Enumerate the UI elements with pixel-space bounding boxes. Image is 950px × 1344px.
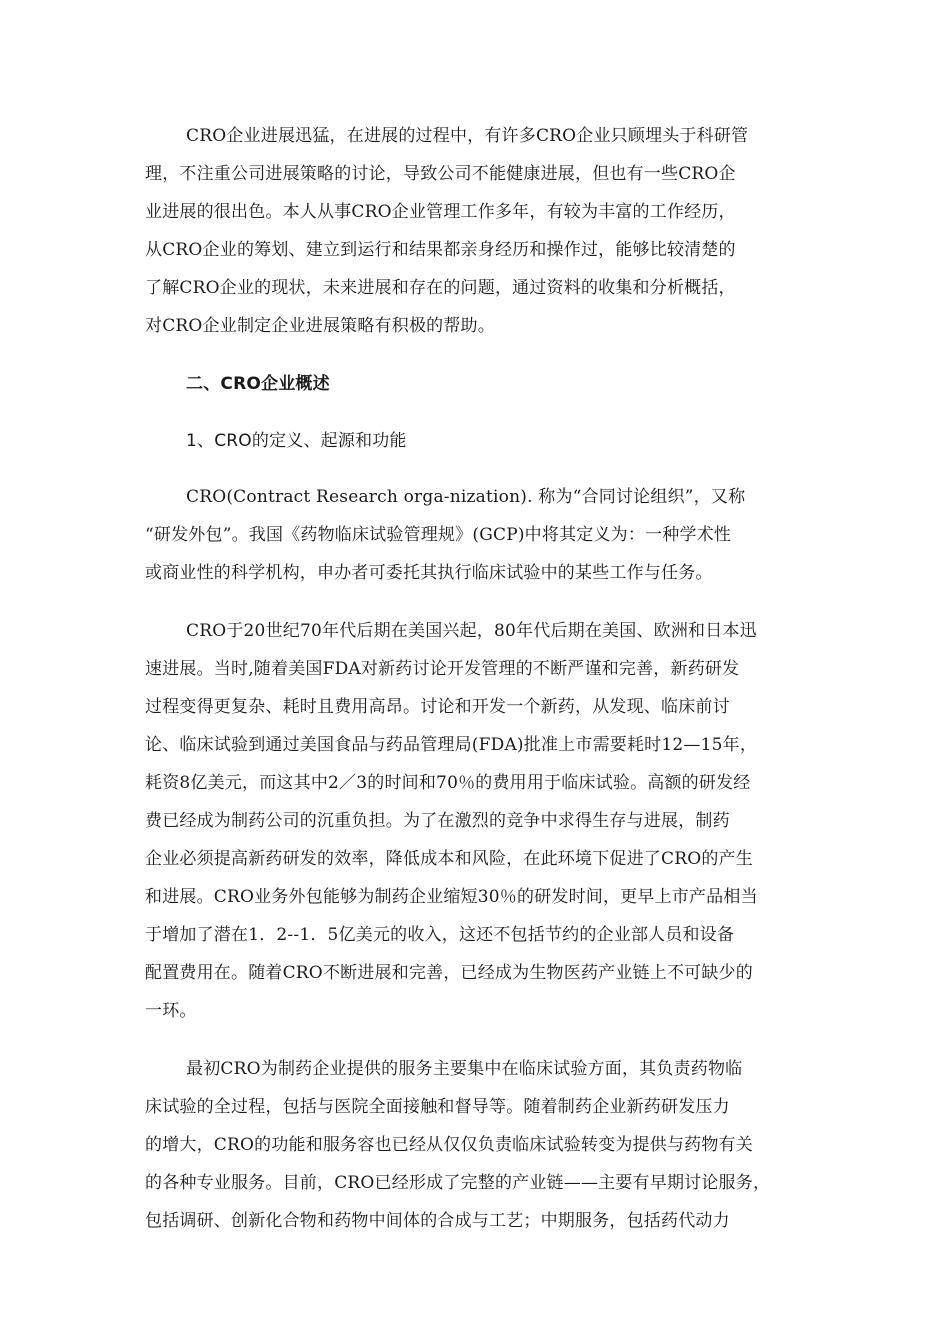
paragraph-line: 论、临床试验到通过美国食品与药品管理局(FDA)批准上市需要耗时12—15年，	[145, 735, 758, 755]
paragraph-line: 速进展。当时,随着美国FDA对新药讨论开发管理的不断严谨和完善，新药研发	[145, 659, 740, 679]
paragraph-line: 过程变得更复杂、耗时且费用高昂。讨论和开发一个新药，从发现、临床前讨	[145, 697, 730, 717]
paragraph-line: 耗资8亿美元，而这其中2／3的时间和70％的费用用于临床试验。高额的研发经	[145, 773, 751, 793]
paragraph-line: 了解CRO企业的现状，未来进展和存在的问题，通过资料的收集和分析概括，	[145, 278, 736, 298]
paragraph-line: 一环。	[145, 1001, 197, 1021]
subsection-heading: 1、CRO的定义、起源和功能	[186, 431, 407, 451]
paragraph-line: 企业必须提高新药研发的效率，降低成本和风险，在此环境下促进了CRO的产生	[145, 849, 753, 869]
paragraph-line: 费已经成为制药公司的沉重负担。为了在激烈的竞争中求得生存与进展，制药	[145, 811, 730, 831]
paragraph-line: 配置费用在。随着CRO不断进展和完善，已经成为生物医药产业链上不可缺少的	[145, 963, 753, 983]
paragraph-line: 和进展。CRO业务外包能够为制药企业缩短30％的研发时间，更早上市产品相当	[145, 887, 758, 907]
paragraph-line: 业进展的很出色。本人从事CRO企业管理工作多年，有较为丰富的工作经历，	[145, 202, 736, 222]
paragraph-line: 最初CRO为制药企业提供的服务主要集中在临床试验方面，其负责药物临	[186, 1059, 743, 1079]
paragraph-line: 于增加了潜在1．2--1．5亿美元的收入，这还不包括节约的企业部人员和设备	[145, 925, 735, 945]
paragraph-line: 包括调研、创新化合物和药物中间体的合成与工艺；中期服务，包括药代动力	[145, 1211, 730, 1231]
paragraph-line: 或商业性的科学机构，申办者可委托其执行临床试验中的某些工作与任务。	[145, 563, 713, 583]
paragraph-line: “研发外包”。我国《药物临床试验管理规》(GCP)中将其定义为：一种学术性	[145, 525, 732, 545]
paragraph-line: CRO企业进展迅猛，在进展的过程中，有许多CRO企业只顾埋头于科研管	[186, 126, 749, 146]
paragraph-line: 从CRO企业的筹划、建立到运行和结果都亲身经历和操作过，能够比较清楚的	[145, 240, 736, 260]
paragraph-line: 对CRO企业制定企业进展策略有积极的帮助。	[145, 316, 495, 336]
paragraph-line: CRO(Contract Research orga-nization). 称为“合同讨论组织”，又称	[186, 487, 746, 507]
paragraph-line: 床试验的全过程，包括与医院全面接触和督导等。随着制药企业新药研发压力	[145, 1097, 730, 1117]
paragraph-line: 的各种专业服务。目前，CRO已经形成了完整的产业链——主要有早期讨论服务，	[145, 1173, 771, 1193]
paragraph-line: 理，不注重公司进展策略的讨论，导致公司不能健康进展，但也有一些CRO企	[145, 164, 736, 184]
section-heading: 二、CRO企业概述	[186, 374, 330, 394]
paragraph-line: 的增大，CRO的功能和服务容也已经从仅仅负责临床试验转变为提供与药物有关	[145, 1135, 753, 1155]
paragraph-line: CRO于20世纪70年代后期在美国兴起，80年代后期在美国、欧洲和日本迅	[186, 621, 757, 641]
